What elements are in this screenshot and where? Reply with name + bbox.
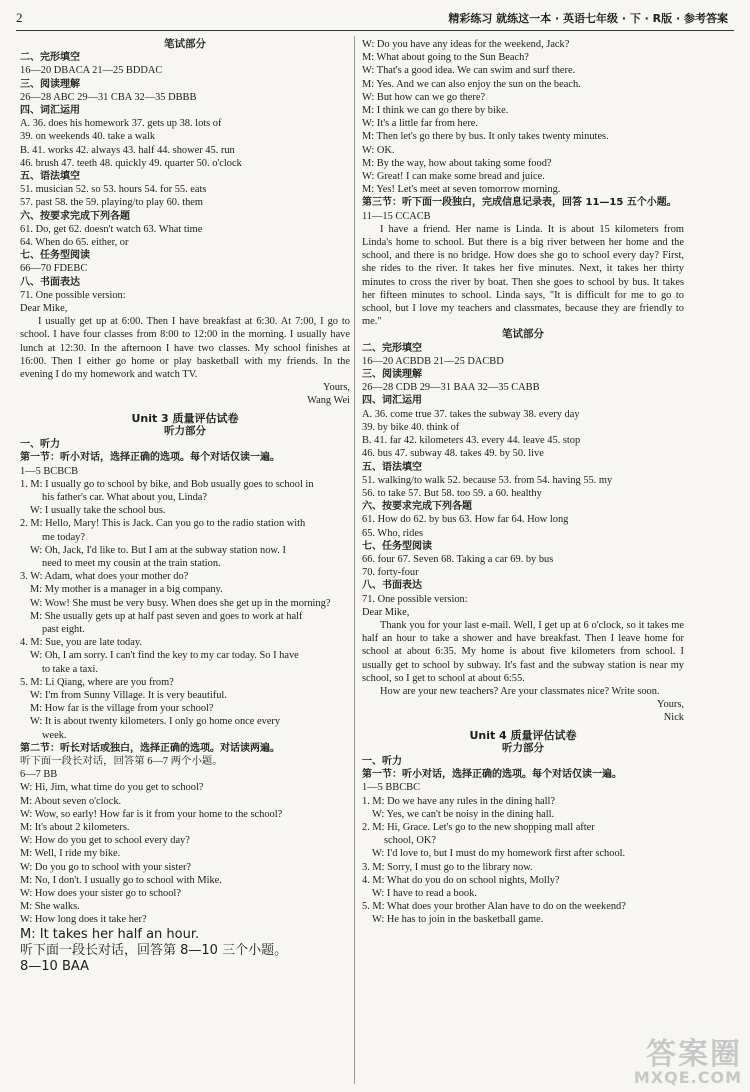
continuation-line: week. bbox=[42, 729, 67, 741]
text-line: 71. One possible version: bbox=[20, 289, 126, 301]
dialogue-line: W: Yes, we can't be noisy in the dining hall. bbox=[372, 808, 555, 820]
text-line: 5. M: Li Qiang, where are you from? bbox=[20, 676, 174, 688]
subsection-heading: 一、听力 bbox=[362, 755, 402, 767]
subsection-heading: 三、阅读理解 bbox=[20, 78, 80, 90]
text-line: 16—20 ACBDB 21—25 DACBD bbox=[362, 355, 504, 367]
text-line: W: Hi, Jim, what time do you get to school? bbox=[20, 782, 204, 794]
subsection-heading: 第一节：听小对话，选择正确的选项。每个对话仅读一遍。 bbox=[362, 769, 622, 781]
section-heading: 笔试部分 bbox=[164, 38, 206, 50]
text-line: 3. W: Adam, what does your mother do? bbox=[20, 571, 189, 583]
signature-line: Yours, bbox=[657, 699, 684, 711]
text-line: M: Then let's go there by bus. It only takes twenty minutes. bbox=[362, 131, 609, 143]
subsection-heading: 八、书面表达 bbox=[20, 276, 80, 288]
text-line: M: No, I don't. I usually go to school with Mike. bbox=[20, 874, 222, 886]
continuation-line: me today? bbox=[42, 531, 85, 543]
continuation-line: his father's car. What about you, Linda? bbox=[42, 491, 207, 503]
subsection-heading: 二、完形填空 bbox=[362, 342, 422, 354]
unit-title: Unit 3 质量评估试卷 bbox=[131, 411, 239, 425]
text-line: W: OK. bbox=[362, 144, 395, 156]
page-number: 2 bbox=[16, 10, 23, 25]
text-line: 71. One possible version: bbox=[362, 593, 468, 605]
watermark bbox=[633, 1037, 742, 1087]
paragraph: How are your new teachers? Are your classmates nice? Write soon. bbox=[380, 685, 660, 697]
text-line: W: How long does it take her? bbox=[20, 914, 147, 926]
signature-line: Yours, bbox=[323, 382, 350, 394]
dialogue-line: W: I have to read a book. bbox=[372, 888, 477, 899]
section-heading: 听力部分 bbox=[502, 741, 544, 754]
subsection-heading: 一、听力 bbox=[20, 439, 60, 451]
subsection-heading: 三、阅读理解 bbox=[362, 369, 422, 381]
text-line: W: Do you go to school with your sister? bbox=[20, 861, 192, 873]
subsection-heading: 二、完形填空 bbox=[20, 52, 80, 64]
dialogue-line: W: I usually take the school bus. bbox=[30, 505, 166, 517]
dialogue-line: W: Oh, I am sorry. I can't find the key to my car today. So I have bbox=[30, 650, 299, 662]
text-line: 4. M: Sue, you are late today. bbox=[20, 637, 142, 649]
text-line: W: It's a little far from here. bbox=[362, 118, 479, 130]
subsection-heading: 四、词汇运用 bbox=[362, 395, 422, 407]
text-line: M: Yes! Let's meet at seven tomorrow morning. bbox=[362, 184, 561, 196]
text-line: 51. walking/to walk 52. because 53. from 54. having 55. my bbox=[362, 474, 613, 486]
watermark-url: MXQE.COM bbox=[633, 1068, 742, 1087]
subsection-heading: 第一节：听小对话，选择正确的选项。每个对话仅读一遍。 bbox=[20, 452, 280, 464]
subsection-heading: 六、按要求完成下列各题 bbox=[20, 210, 130, 222]
section-heading: 听力部分 bbox=[164, 424, 206, 437]
dialogue-line: M: My mother is a manager in a big company. bbox=[30, 584, 223, 596]
subsection-heading: 六、按要求完成下列各题 bbox=[362, 501, 472, 513]
text-line: 39. by bike 40. think of bbox=[362, 421, 460, 433]
text-line: M: Well, I ride my bike. bbox=[20, 848, 121, 860]
text-line: W: Great! I can make some bread and juice. bbox=[362, 171, 545, 183]
signature-line: Nick bbox=[663, 712, 684, 724]
right-column bbox=[362, 38, 684, 927]
text-line: 26—28 CDB 29—31 BAA 32—35 CABB bbox=[362, 382, 540, 394]
section-heading: 笔试部分 bbox=[502, 328, 544, 341]
text-line: 1. M: I usually go to school by bike, and Bob usually goes to school in bbox=[20, 478, 314, 490]
text-line: M: I think we can go there by bike. bbox=[362, 105, 509, 117]
text-line: 6—7 BB bbox=[20, 769, 58, 781]
text-line: M: About seven o'clock. bbox=[20, 795, 122, 807]
text-line: 57. past 58. the 59. playing/to play 60. them bbox=[20, 197, 203, 209]
subsection-heading: 七、任务型阅读 bbox=[20, 250, 90, 262]
paragraph: I have a friend. Her name is Linda. It is about 15 kilometers from Linda's home to school. But there is a big river between her home and the school, and there is no bridge. How does she go to school every day? First, she rides to the river. It takes her five minutes. Next, it takes her thirty minutes to cross the river by boat. Then she goes to school by bus. It takes her fifteen minutes to school. Linda says, "It is difficult for me to go to school, but I love my teachers and classmates, because they are friendly to me." bbox=[362, 223, 684, 328]
handwritten-line: 听下面一段长对话，回答第 8—10 三个小题。 bbox=[20, 942, 288, 958]
column-divider bbox=[354, 36, 355, 1084]
text-line: 5. M: What does your brother Alan have to do on the weekend? bbox=[362, 901, 626, 913]
dialogue-line: W: Wow! She must be very busy. When does she get up in the morning? bbox=[30, 597, 331, 609]
text-line: 51. musician 52. so 53. hours 54. for 55. eats bbox=[20, 184, 207, 196]
subsection-heading: 七、任务型阅读 bbox=[362, 540, 432, 552]
subsection-heading: 八、书面表达 bbox=[362, 580, 422, 592]
continuation-line: school, OK? bbox=[384, 835, 436, 847]
text-line: 2. M: Hi, Grace. Let's go to the new shopping mall after bbox=[362, 821, 595, 833]
dialogue-line: W: I'm from Sunny Village. It is very beautiful. bbox=[30, 689, 227, 701]
text-line: M: What about going to the Sun Beach? bbox=[362, 52, 529, 64]
unit-title: Unit 4 质量评估试卷 bbox=[469, 728, 577, 742]
text-line: M: Yes. And we can also enjoy the sun on the beach. bbox=[362, 78, 581, 90]
continuation-line: to take a taxi. bbox=[42, 663, 98, 675]
text-line: 16—20 DBACA 21—25 BDDAC bbox=[20, 65, 163, 77]
text-line: 66—70 FDEBC bbox=[20, 263, 88, 275]
text-line: M: She walks. bbox=[20, 901, 80, 913]
text-line: W: Wow, so early! How far is it from your home to the school? bbox=[20, 808, 283, 820]
header-rule bbox=[16, 30, 734, 31]
continuation-line: past eight. bbox=[42, 623, 85, 635]
text-line: 39. on weekends 40. take a walk bbox=[20, 131, 156, 143]
dialogue-line: M: She usually gets up at half past seven and goes to work at half bbox=[30, 610, 303, 622]
text-line: 11—15 CCACB bbox=[362, 210, 431, 222]
left-column bbox=[20, 38, 350, 975]
text-line: B. 41. far 42. kilometers 43. every 44. leave 45. stop bbox=[362, 435, 581, 447]
dialogue-line: W: It is about twenty kilometers. I only go home once every bbox=[30, 716, 281, 728]
text-line: 70. forty-four bbox=[362, 567, 419, 579]
text-line: 1—5 BCBCB bbox=[20, 465, 79, 477]
text-line: 1. M: Do we have any rules in the dining hall? bbox=[362, 795, 556, 807]
text-line: 64. When do 65. either, or bbox=[20, 237, 129, 249]
text-line: 65. Who, rides bbox=[362, 527, 423, 539]
handwritten-line: M: It takes her half an hour. bbox=[20, 926, 200, 942]
dialogue-line: W: He has to join in the basketball game. bbox=[372, 914, 544, 926]
text-line: 61. How do 62. by bus 63. How far 64. How long bbox=[362, 514, 569, 526]
paragraph: Thank you for your last e-mail. Well, I get up at 6 o'clock, so it takes me half an hour to take a shower and have breakfast. Then I leave home for school at about 6:35. My home is about five kilometers from school. I usually get to school by subway. It's fast and the subway station is near my school, so I get to school at about 6:55. bbox=[362, 619, 684, 684]
paragraph: I usually get up at 6:00. Then I have breakfast at 6:30. At 7:00, I go to school. I have four classes from 8:00 to 12:00 in the morning. I usually have lunch at 12:30. In the afternoon I have two classes. My school finishes at 16:00. Then I either go home or play basketball with my friends. In the evening I do my homework and watch TV. bbox=[20, 316, 350, 381]
subsection-heading: 四、词汇运用 bbox=[20, 105, 80, 117]
text-line: A. 36. does his homework 37. gets up 38. lots of bbox=[20, 118, 222, 130]
text-line: 61. Do, get 62. doesn't watch 63. What time bbox=[20, 223, 203, 235]
text-line: W: How does your sister go to school? bbox=[20, 888, 181, 899]
subsection-heading: 五、语法填空 bbox=[20, 171, 80, 183]
dialogue-line: M: How far is the village from your school? bbox=[30, 703, 214, 715]
text-line: 3. M: Sorry, I must go to the library now. bbox=[362, 861, 533, 873]
text-line: W: How do you get to school every day? bbox=[20, 835, 190, 847]
text-line: 46. brush 47. teeth 48. quickly 49. quarter 50. o'clock bbox=[20, 157, 242, 169]
running-header: 精彩练习 就练这一本 · 英语七年级 · 下 · R版 · 参考答案 bbox=[448, 12, 728, 25]
text-line: W: That's a good idea. We can swim and surf there. bbox=[362, 65, 576, 77]
text-line: M: It's about 2 kilometers. bbox=[20, 821, 130, 833]
text-line: 46. bus 47. subway 48. takes 49. by 50. live bbox=[362, 448, 544, 460]
text-line: A. 36. come true 37. takes the subway 38. every day bbox=[362, 408, 580, 420]
text-line: 66. four 67. Seven 68. Taking a car 69. by bus bbox=[362, 553, 554, 565]
text-line: B. 41. works 42. always 43. half 44. shower 45. run bbox=[20, 144, 235, 156]
signature-line: Wang Wei bbox=[307, 395, 350, 407]
text-line: Dear Mike, bbox=[362, 606, 410, 618]
text-line: Dear Mike, bbox=[20, 303, 68, 315]
text-line: W: Do you have any ideas for the weekend, Jack? bbox=[362, 39, 570, 50]
handwritten-line: 8—10 BAA bbox=[20, 958, 90, 974]
watermark-logo-text: 答案圈 bbox=[646, 1037, 742, 1072]
subsection-heading: 五、语法填空 bbox=[362, 461, 422, 473]
text-line: 56. to take 57. But 58. too 59. a 60. healthy bbox=[362, 487, 542, 499]
text-line: M: By the way, how about taking some food? bbox=[362, 157, 552, 169]
text-line: 4. M: What do you do on school nights, Molly? bbox=[362, 874, 560, 886]
text-line: 26—28 ABC 29—31 CBA 32—35 DBBB bbox=[20, 91, 197, 103]
subsection-heading: 第三节：听下面一段独白，完成信息记录表，回答 11—15 五个小题。 bbox=[362, 197, 677, 209]
dialogue-line: W: I'd love to, but I must do my homework first after school. bbox=[372, 848, 626, 860]
continuation-line: need to meet my cousin at the train station. bbox=[42, 557, 221, 569]
text-line: 1—5 BBCBC bbox=[362, 782, 421, 794]
text-line: 听下面一段长对话，回答第 6—7 两个小题。 bbox=[20, 755, 223, 767]
text-line: 2. M: Hello, Mary! This is Jack. Can you go to the radio station with bbox=[20, 518, 306, 530]
dialogue-line: W: Oh, Jack, I'd like to. But I am at the subway station now. I bbox=[30, 544, 286, 556]
subsection-heading: 第二节：听长对话或独白，选择正确的选项。对话读两遍。 bbox=[20, 742, 280, 754]
text-line: W: But how can we go there? bbox=[362, 91, 486, 103]
